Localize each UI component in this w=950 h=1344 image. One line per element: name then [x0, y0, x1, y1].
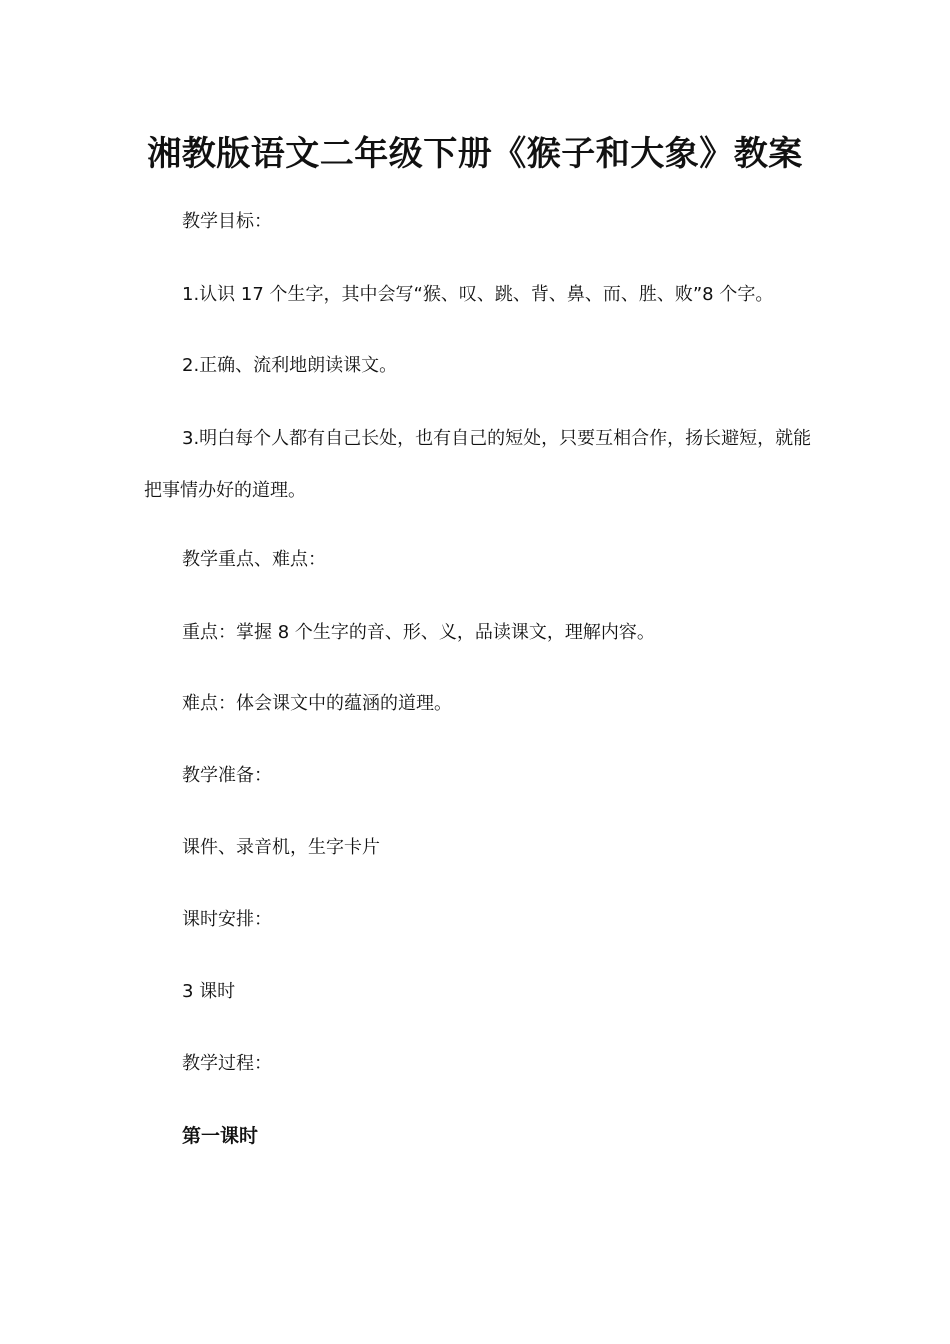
section-heading-preparation: 教学准备： [182, 765, 272, 786]
schedule-content: 3 课时 [182, 981, 236, 1002]
objective-3: 3.明白每个人都有自己长处，也有自己的短处，只要互相合作，扬长避短，就能把事情办好的道理。 [144, 428, 812, 501]
section-heading-process: 教学过程： [182, 1053, 272, 1074]
section-heading-key-points: 教学重点、难点： [182, 549, 326, 570]
key-point: 重点：掌握 8 个生字的音、形、义，品读课文，理解内容。 [182, 622, 655, 643]
objective-1: 1.认识 17 个生字，其中会写“猴、叹、跳、背、鼻、而、胜、败”8 个字。 [182, 284, 774, 305]
document-title: 湘教版语文二年级下册《猴子和大象》教案 [147, 134, 803, 174]
objective-2: 2.正确、流利地朗读课文。 [182, 355, 398, 376]
lesson-heading-first: 第一课时 [182, 1125, 259, 1147]
difficult-point: 难点：体会课文中的蕴涵的道理。 [182, 693, 452, 714]
section-heading-schedule: 课时安排： [182, 909, 272, 930]
preparation-content: 课件、录音机，生字卡片 [182, 837, 380, 858]
section-heading-objectives: 教学目标： [182, 211, 272, 232]
